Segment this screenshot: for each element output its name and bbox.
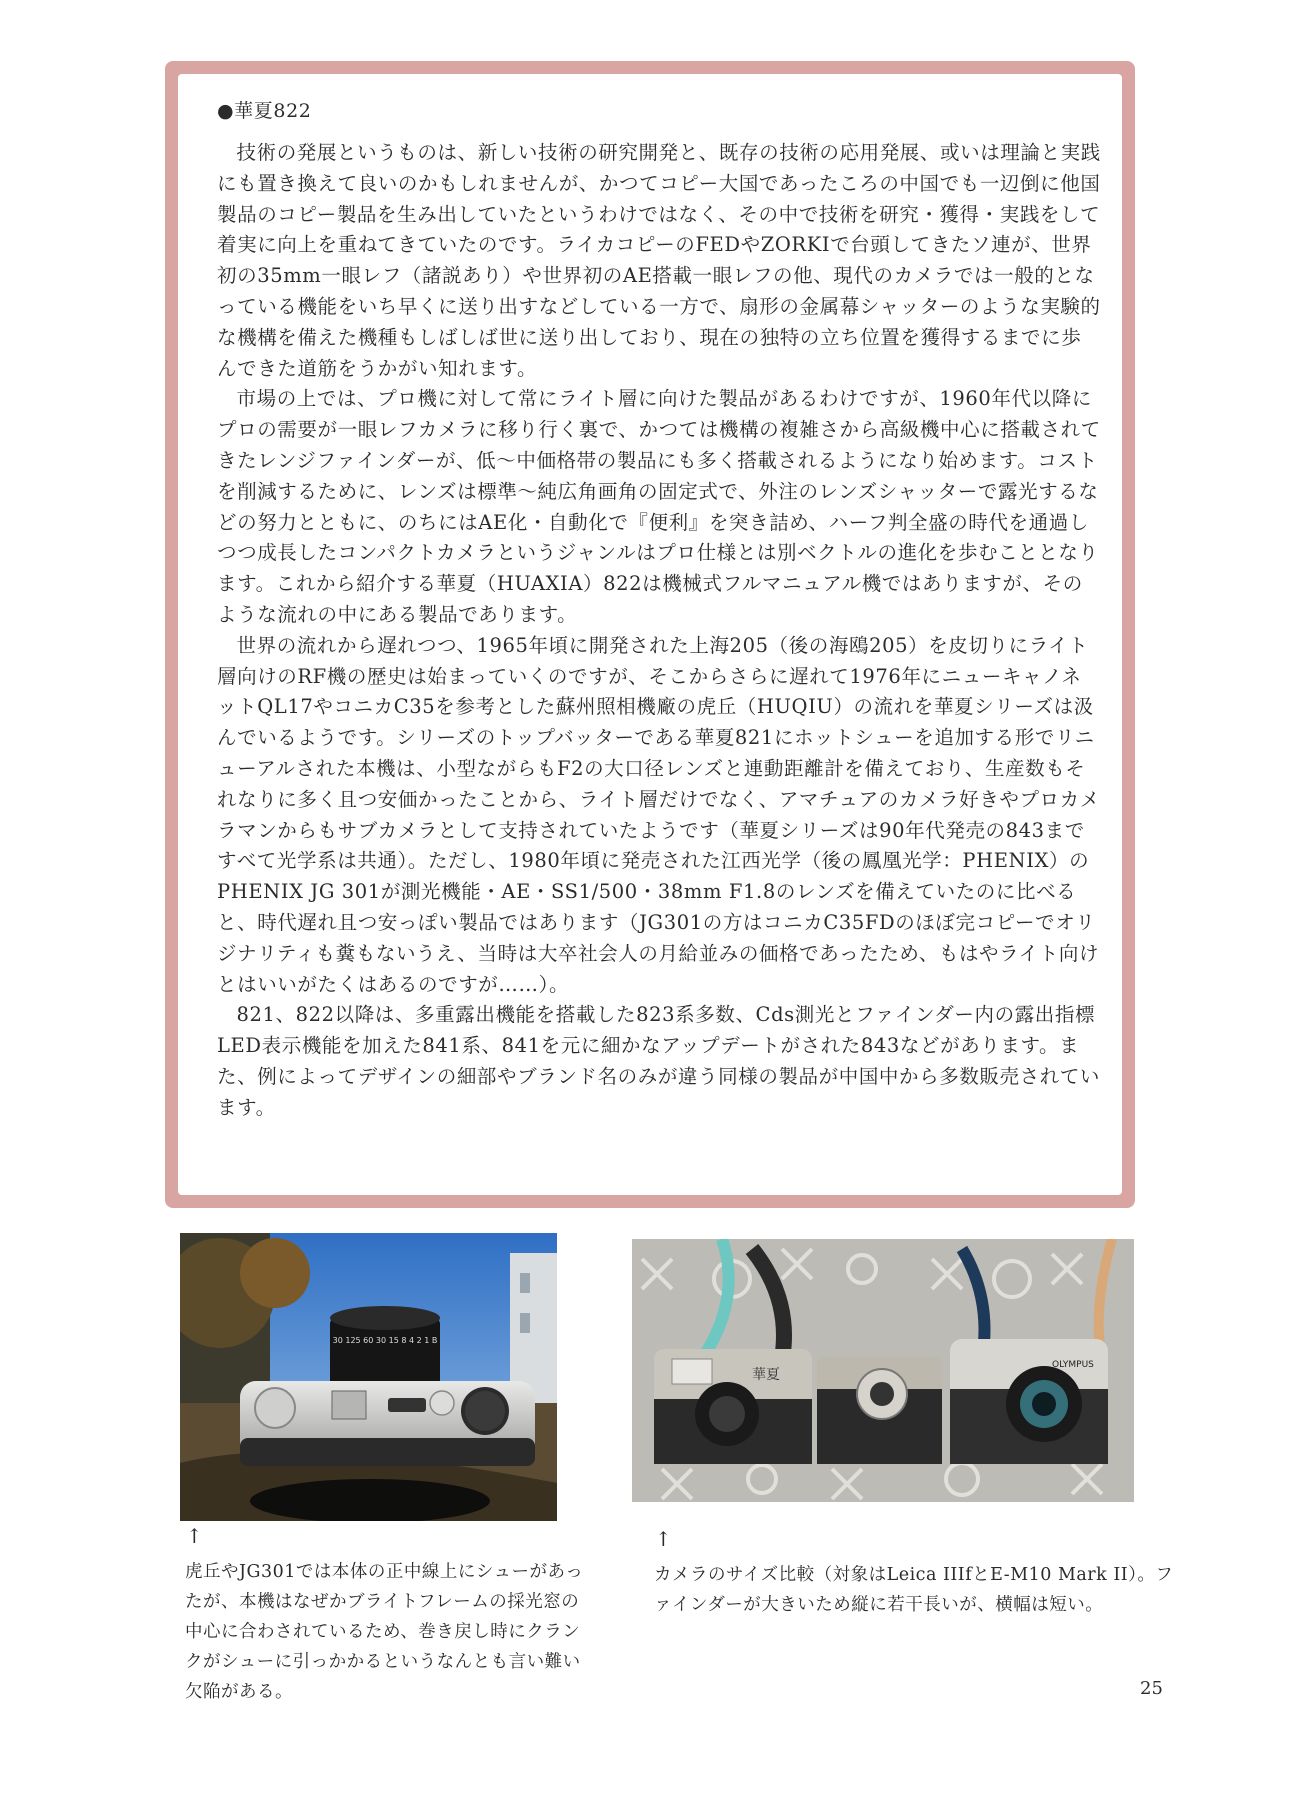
article-panel — [178, 74, 1122, 1195]
caption-right: カメラのサイズ比較（対象はLeica IIIfとE-M10 Mark II）。ファインダーが大きいため縦に若干長いが、横幅は短い。 — [654, 1565, 1174, 1615]
caption-arrow-right: ↑ — [655, 1527, 672, 1551]
olympus-brand-label: OLYMPUS — [1052, 1360, 1094, 1370]
caption-arrow-left: ↑ — [186, 1524, 203, 1548]
article-frame — [165, 61, 1135, 1208]
paragraph-1: 技術の発展というものは、新しい技術の研究開発と、既存の技術の応用発展、或いは理論と実践にも置き換えて良いのかもしれませんが、かつてコピー大国であったころの中国でも一辺倒に他国製品のコピー製品を生み出していたというわけではなく、その中で技術を研究・獲得・実践をして着実に向上を重ねてきていたのです。ライカコピーのFEDやZORKIで台頭してきたソ連が、世界初の35mm一眼レフ（諸説あり）や世界初のAE搭載一眼レフの他、現代のカメラでは一般的となっている機能をいち早くに送り出すなどしている一方で、扇形の金属幕シャッターのような実験的な機構を備えた機種もしばしば世に送り出しており、現在の独特の立ち位置を獲得するまでに歩んできた道筋をうかがい知れます。 — [217, 141, 1101, 380]
camera-top-photo — [180, 1233, 557, 1521]
page-number: 25 — [1140, 1678, 1163, 1699]
lens-scale-label: 30 125 60 30 15 8 4 2 1 B — [332, 1336, 438, 1345]
size-comparison-photo — [632, 1239, 1134, 1502]
caption-left: 虎丘やJG301では本体の正中線上にシューがあったが、本機はなぜかブライトフレームの採光窓の中心に合わされているため、巻き戻し時にクランクがシューに引っかかるというなんとも言い難い欠陥がある。 — [185, 1562, 584, 1702]
paragraph-3: 世界の流れから遅れつつ、1965年頃に開発された上海205（後の海鴎205）を皮切りにライト層向けのRF機の歴史は始まっていくのですが、そこからさらに遅れて1976年にニューキャノネットQL17やコニカC35を参考とした蘇州照相機廠の虎丘（HUQIU）の流れを華夏シリーズは汲んでいるようです。シリーズのトップバッターである華夏821にホットシューを追加する形でリニューアルされた本機は、小型ながらもF2の大口径レンズと連動距離計を備えており、生産数もそれなりに多く且つ安価かったことから、ライト層だけでなく、アマチュアのカメラ好きやプロカメラマンからもサブカメラとして支持されていたようです（華夏シリーズは90年代発売の843まですべて光学系は共通）。ただし、1980年頃に発売された江西光学（後の鳳凰光学：PHENIX）のPHENIX JG 301が測光機能・AE・SS1/500・38mm F1.8のレンズを備えていたのに比べると、時代遅れ且つ安っぽい製品ではあります（JG301の方はコニカC35FDのほぼ完コピーでオリジナリティも糞もないうえ、当時は大卒社会人の月給並みの価格であったため、もはやライト向けとはいいがたくはあるのですが……）。 — [217, 633, 1100, 996]
huaxia-brand-label: 華夏 — [752, 1367, 780, 1383]
paragraph-2: 市場の上では、プロ機に対して常にライト層に向けた製品があるわけですが、1960年代以降にプロの需要が一眼レフカメラに移り行く裏で、かつては機構の複雑さから高級機中心に搭載されてきたレンジファインダーが、低〜中価格帯の製品にも多く搭載されるようになり始めます。コストを削減するために、レンズは標準〜純広角画角の固定式で、外注のレンズシャッターで露光するなどの努力とともに、のちにはAE化・自動化で『便利』を突き詰め、ハーフ判全盛の時代を通過しつつ成長したコンパクトカメラというジャンルはプロ仕様とは別ベクトルの進化を歩むこととなります。これから紹介する華夏（HUAXIA）822は機械式フルマニュアル機ではありますが、そのような流れの中にある製品であります。 — [217, 387, 1101, 626]
article-body — [217, 98, 1101, 1124]
paragraph-4: 821、822以降は、多重露出機能を搭載した823系多数、Cds測光とファインダー内の露出指標LED表示機能を加えた841系、841を元に細かなアップデートがされた843などがあります。また、例によってデザインの細部やブランド名のみが違う同様の製品が中国中から多数販売されています。 — [217, 1003, 1101, 1119]
section-heading: ●華夏822 — [217, 100, 312, 122]
